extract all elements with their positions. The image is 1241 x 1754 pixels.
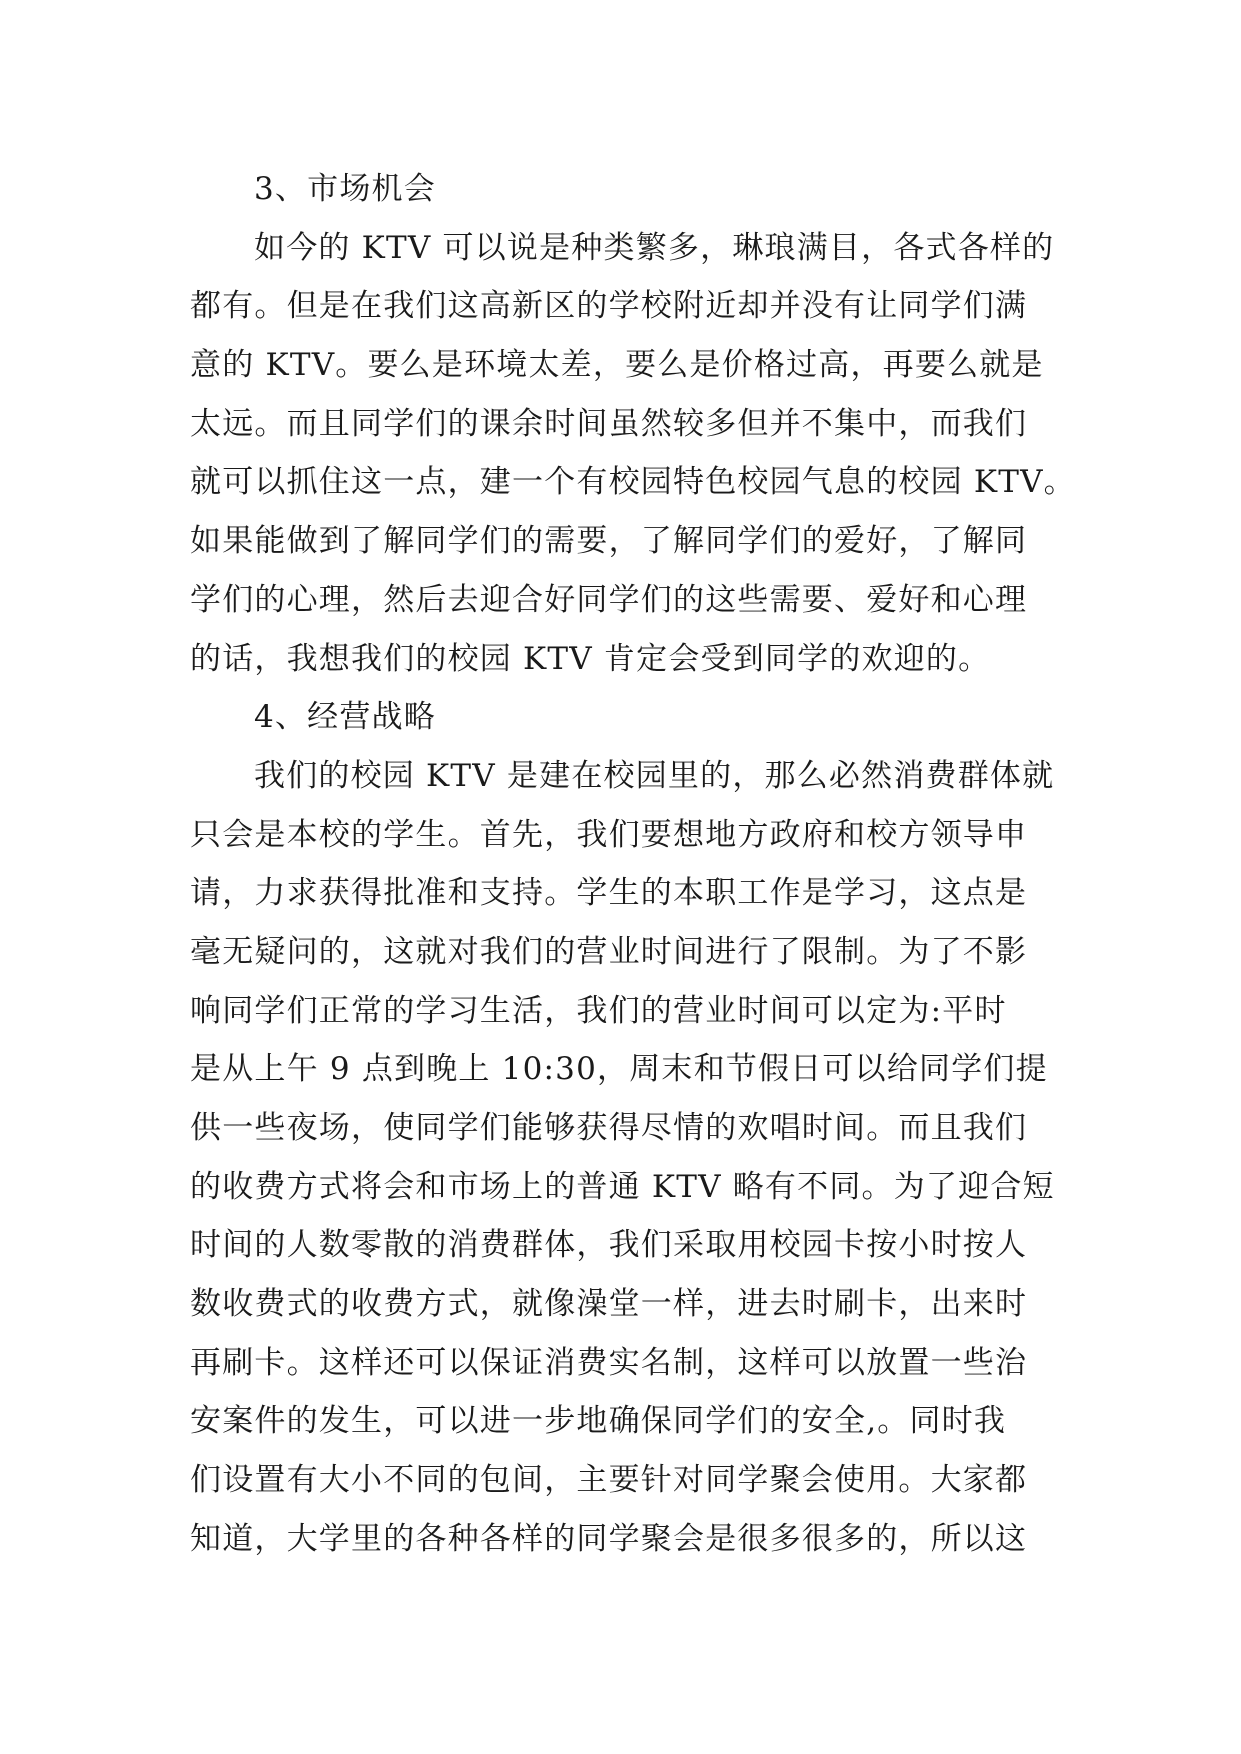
paragraph-line: 学们的心理，然后去迎合好同学们的这些需要、爱好和心理	[190, 581, 1028, 618]
paragraph-line: 的收费方式将会和市场上的普通 KTV 略有不同。为了迎合短	[190, 1168, 1055, 1205]
paragraph-line: 响同学们正常的学习生活，我们的营业时间可以定为:平时	[190, 992, 1007, 1029]
paragraph-first-line: 我们的校园 KTV 是建在校园里的，那么必然消费群体就	[254, 757, 1055, 794]
paragraph-line: 的话，我想我们的校园 KTV 肯定会受到同学的欢迎的。	[190, 640, 991, 677]
paragraph-line: 太远。而且同学们的课余时间虽然较多但并不集中，而我们	[190, 405, 1028, 442]
paragraph-line: 毫无疑问的，这就对我们的营业时间进行了限制。为了不影	[190, 933, 1028, 970]
paragraph-line: 时间的人数零散的消费群体，我们采取用校园卡按小时按人	[190, 1227, 1028, 1264]
paragraph-line: 就可以抓住这一点，建一个有校园特色校园气息的校园 KTV。	[190, 464, 1076, 501]
paragraph-line: 供一些夜场，使同学们能够获得尽情的欢唱时间。而且我们	[190, 1110, 1028, 1146]
paragraph-line: 只会是本校的学生。首先，我们要想地方政府和校方领导申	[190, 816, 1028, 853]
paragraph-first-line: 如今的 KTV 可以说是种类繁多，琳琅满目，各式各样的	[254, 229, 1055, 266]
paragraph-line: 请，力求获得批准和支持。学生的本职工作是学习，这点是	[190, 875, 1028, 912]
paragraph-line: 都有。但是在我们这高新区的学校附近却并没有让同学们满	[190, 288, 1028, 325]
paragraph-first-line: 3、市场机会	[254, 171, 436, 207]
paragraph-first-line: 4、经营战略	[254, 699, 436, 736]
paragraph-line: 意的 KTV。要么是环境太差，要么是价格过高，再要么就是	[190, 347, 1044, 384]
paragraph-line: 安案件的发生，可以进一步地确保同学们的安全,。同时我	[190, 1403, 1007, 1440]
paragraph-line: 们设置有大小不同的包间，主要针对同学聚会使用。大家都	[190, 1462, 1028, 1499]
paragraph-line: 如果能做到了解同学们的需要，了解同学们的爱好，了解同	[190, 523, 1028, 560]
paragraph-line: 是从上午 9 点到晚上 10:30，周末和节假日可以给同学们提	[190, 1051, 1048, 1088]
paragraph-line: 数收费式的收费方式，就像澡堂一样，进去时刷卡，出来时	[190, 1286, 1028, 1323]
body-text	[190, 160, 1076, 1569]
paragraph-line: 再刷卡。这样还可以保证消费实名制，这样可以放置一些治	[190, 1344, 1028, 1381]
paragraph-line: 知道，大学里的各种各样的同学聚会是很多很多的，所以这	[190, 1520, 1028, 1557]
